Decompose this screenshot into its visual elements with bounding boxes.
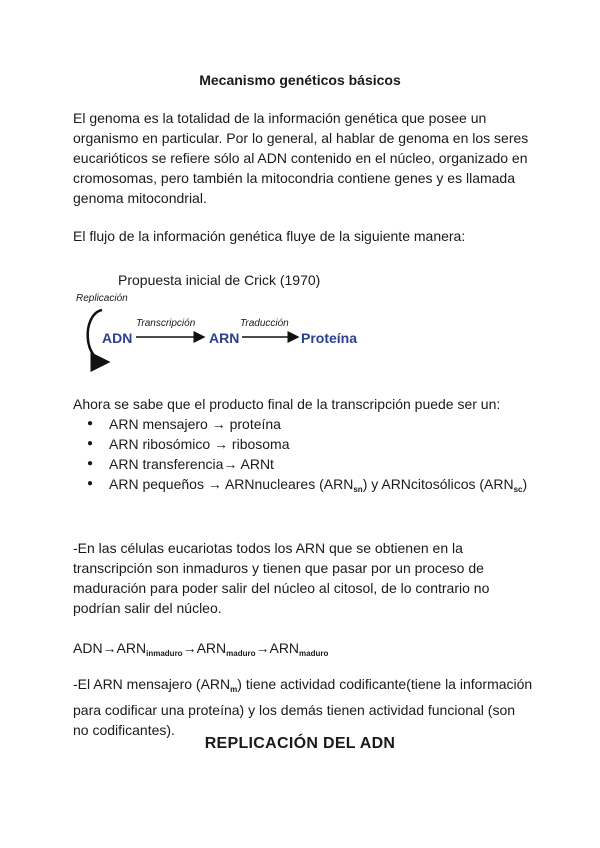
paragraph-maturation: -En las células eucariotas todos los ARN que se obtienen en la transcripción son inmaduros y tienen que pasar por un proceso de maduración para poder salir del núcleo al citosol, de lo contrario no podrían salir del núcleo. <box>73 540 490 616</box>
diagram-title: Propuesta inicial de Crick (1970) <box>118 272 321 288</box>
list-item <box>73 414 533 434</box>
chain-text: ADN→ARN <box>73 640 147 656</box>
paragraph-text: ) tiene actividad codificante(tiene la información para codificar una proteína) y los demás tienen actividad funcional (son no codificantes). <box>73 676 533 738</box>
subscript: maduro <box>226 649 256 658</box>
transcription-label: Transcripción <box>136 318 196 329</box>
chain-text: →ARN <box>255 640 300 656</box>
list-item-text: ) <box>522 476 528 492</box>
subscript: inmaduro <box>146 649 183 658</box>
maturation-chain <box>73 638 328 664</box>
rna-products-list <box>73 414 533 500</box>
paragraph-messenger-rna <box>73 674 533 740</box>
list-item-text: ARN transferencia→ ARNt <box>109 456 274 472</box>
list-item-text: ARN mensajero → proteína <box>109 416 281 432</box>
paragraph-genome: El genoma es la totalidad de la información genética que posee un organismo en particular. Por lo general, al hablar de genoma en los seres eucarióticos se refiere sólo al ADN contenido en el núcleo, organizado en cromosomas, pero también la mitocondria contiene genes y es llamada genoma mitocondrial. <box>73 110 529 206</box>
node-arn: ARN <box>209 330 240 346</box>
list-item-text: ARN pequeños → ARNnucleares (ARN <box>109 476 354 492</box>
paragraph-flow: El flujo de la información genética fluye de la siguiente manera: <box>73 228 466 244</box>
subscript: sn <box>353 485 363 494</box>
crick-dogma-diagram <box>70 266 370 376</box>
subscript: m <box>230 685 238 694</box>
list-item-text: ARN ribosómico → ribosoma <box>109 436 290 452</box>
list-item <box>73 434 533 454</box>
paragraph-transcription-products: Ahora se sabe que el producto final de la transcripción puede ser un: <box>73 396 501 412</box>
document-title: Mecanismo genéticos básicos <box>199 72 401 88</box>
section-heading: REPLICACIÓN DEL ADN <box>204 735 396 752</box>
subscript: sc <box>513 485 523 494</box>
node-adn: ADN <box>102 330 133 346</box>
node-proteina: Proteína <box>301 330 358 346</box>
list-item-text: ) y ARNcitosólicos (ARN <box>362 476 514 492</box>
paragraph-text: -El ARN mensajero (ARN <box>73 676 231 692</box>
subscript: maduro <box>299 649 329 658</box>
list-item <box>73 474 533 500</box>
translation-label: Traducción <box>240 318 289 329</box>
list-item <box>73 454 533 474</box>
replication-label: Replicación <box>76 293 128 304</box>
chain-text: →ARN <box>182 640 227 656</box>
